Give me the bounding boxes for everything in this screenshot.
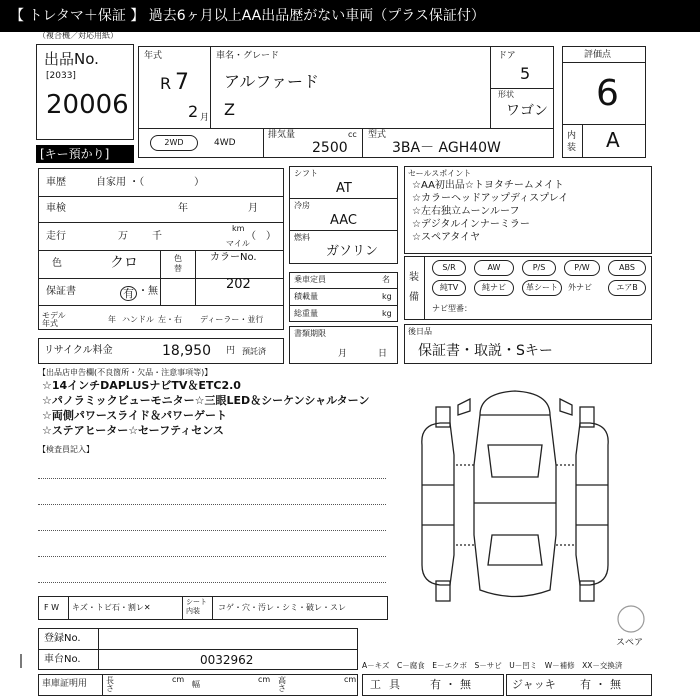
car-diagram xyxy=(410,385,620,610)
color-label: 色 xyxy=(52,258,62,269)
expiry-day: 日 xyxy=(378,349,388,359)
shift-label: シフト xyxy=(294,169,318,178)
doors-value: 5 xyxy=(520,64,531,83)
shop-note: ☆パノラミックビューモニター☆三眼LED＆シーケンシャルターン xyxy=(42,394,370,407)
interior-value: A xyxy=(606,128,620,152)
lot-number: 20006 xyxy=(46,90,129,120)
shop-note: ☆ステアヒーター☆セーフティセンス xyxy=(42,424,224,437)
shape-label: 形状 xyxy=(498,90,514,99)
color-code: 202 xyxy=(226,277,251,292)
car-mirrors xyxy=(458,399,572,415)
later-label: 後日品 xyxy=(408,327,432,336)
spare-tire-icon xyxy=(616,604,646,634)
chassis-label: 車台No. xyxy=(44,654,81,665)
weight-label: 総重量 xyxy=(294,309,318,318)
shape-value: ワゴン xyxy=(506,103,548,119)
model-label: 型式 xyxy=(368,130,387,140)
legend-text: A－キズ C－腐食 E－エクボ S－サビ U－凹ミ W－補修 XX－交換済 xyxy=(362,661,623,670)
key-label-box xyxy=(36,145,134,163)
equip-navi-label: 純ナビ xyxy=(482,283,506,292)
corner-mark-icon xyxy=(18,654,24,668)
sales-item: ☆カラーヘッドアップディスプレイ xyxy=(412,193,569,204)
equip-ps xyxy=(522,260,556,276)
spare-label: スペア xyxy=(616,638,644,648)
warranty-no: ・無 xyxy=(138,286,158,297)
size-length-unit: cm xyxy=(172,675,185,684)
equip-abs xyxy=(608,260,646,276)
mileage-paren: （ ） xyxy=(246,231,276,242)
sales-item: ☆左右独立ムーンルーフ xyxy=(412,206,520,217)
shift-value: AT xyxy=(336,181,352,196)
car-label: 車名・グレード xyxy=(216,51,280,61)
mileage-mile: マイル xyxy=(226,239,250,248)
equip-tv xyxy=(432,280,466,296)
handle-label: ハンドル xyxy=(122,315,154,324)
equip-pw-label: P/W xyxy=(574,263,590,272)
shop-note: ☆14インチDAPLUSナビTV＆ETC2.0 xyxy=(42,379,241,392)
inspector-label: 【検査員記入】 xyxy=(38,445,94,454)
size-height: 高さ xyxy=(278,676,286,693)
displacement-unit: cc xyxy=(348,130,357,139)
year-month-unit: 月 xyxy=(200,113,210,123)
model-year-label: モデル年式 xyxy=(42,311,66,328)
capacity-label: 乗車定員 xyxy=(294,275,326,284)
warranty-yes: 有 xyxy=(120,286,137,301)
fw-label: F W xyxy=(44,603,60,612)
jack-label: ジャッキ xyxy=(512,678,556,691)
history-value: 自家用 ・（ ） xyxy=(96,177,205,188)
shop-note: ☆両側パワースライド＆パワーゲート xyxy=(42,409,227,422)
registration-label: 登録No. xyxy=(44,633,81,644)
warranty-label: 保証書 xyxy=(46,286,76,297)
equip-sr-label: S/R xyxy=(442,263,456,272)
ac-value: AAC xyxy=(330,213,357,228)
drive-2wd-label: 2WD xyxy=(164,138,184,147)
capacity-unit: 名 xyxy=(382,275,390,284)
mileage-sen: 千 xyxy=(152,231,162,242)
equip-leather-label: 革シート xyxy=(526,283,558,292)
expiry-month: 月 xyxy=(338,349,348,359)
equip-aw xyxy=(474,260,514,276)
year-month: 2 xyxy=(188,102,199,121)
load-unit: kg xyxy=(382,292,392,301)
interior-label: 内装 xyxy=(567,131,577,153)
car-grade: Z xyxy=(224,100,235,119)
ac-label: 冷房 xyxy=(294,201,310,210)
model-year-unit: 年 xyxy=(108,315,116,324)
year-value: 7 xyxy=(175,70,189,95)
doors-label: ドア xyxy=(498,51,516,61)
load-label: 積載量 xyxy=(294,292,318,301)
equip-abs-label: ABS xyxy=(619,263,635,272)
tools-label: 工具 xyxy=(370,678,408,691)
color-code-label: カラーNo. xyxy=(210,252,257,263)
banner-text: 【 トレタマ＋保証 】 過去6ヶ月以上AA出品歴がない車両（プラス保証付） xyxy=(10,8,485,24)
equipment-label: 装備 xyxy=(409,272,419,303)
inspection-label: 車検 xyxy=(46,203,66,214)
score-label: 評価点 xyxy=(584,50,612,60)
equip-ps-label: P/S xyxy=(532,263,546,272)
model-value: 3BA－ AGH40W xyxy=(392,140,501,156)
chassis-value: 0032962 xyxy=(200,653,254,667)
shop-notes-label: 【出品店申告欄(不良箇所・欠品・注意事項等)】 xyxy=(38,368,213,377)
drive-4wd: 4WD xyxy=(214,138,236,148)
mileage-label: 走行 xyxy=(46,231,66,242)
fuel-label: 燃料 xyxy=(294,233,310,242)
equip-navi xyxy=(474,280,514,296)
weight-unit: kg xyxy=(382,309,392,318)
car-name: アルファード xyxy=(224,72,320,91)
score-value: 6 xyxy=(596,73,619,114)
equip-pw xyxy=(564,260,600,276)
recycle-note: 預託済 xyxy=(242,347,266,356)
drive-2wd xyxy=(150,135,198,151)
size-width-unit: cm xyxy=(258,675,271,684)
year-era: R xyxy=(160,74,172,93)
size-height-unit: cm xyxy=(344,675,357,684)
size-length: 長さ xyxy=(106,676,114,693)
recycle-value: 18,950 xyxy=(162,343,211,359)
jack-value: 有・無 xyxy=(580,678,625,691)
fw-text: キズ・トビ石・割レ✕ xyxy=(72,603,151,612)
handle-value: 左・右 xyxy=(158,315,182,324)
equip-airbag-label: エアB xyxy=(616,283,638,292)
sales-label: セールスポイント xyxy=(408,169,472,178)
car-body-top xyxy=(474,391,556,597)
seat-text: コゲ・穴・汚レ・シミ・破レ・スレ xyxy=(218,603,346,612)
color-change: 色替 xyxy=(174,254,182,273)
equip-tv-label: 純TV xyxy=(439,283,459,292)
recycle-unit: 円 xyxy=(226,346,236,356)
expiry-label: 書類期限 xyxy=(294,329,326,338)
inspection-year: 年 xyxy=(178,203,188,214)
displacement-value: 2500 xyxy=(312,140,348,156)
equip-aw-label: AW xyxy=(487,263,501,272)
navi-model-label: ナビ型番： xyxy=(432,304,472,313)
seat-label: シート内装 xyxy=(186,598,207,615)
car-body-right-side xyxy=(576,407,608,601)
dealer-value: ディーラー・並行 xyxy=(200,315,264,324)
fuel-value: ガソリン xyxy=(326,244,379,259)
lot-code: [2033] xyxy=(46,71,76,81)
year-label: 年式 xyxy=(144,51,163,61)
recycle-label: リサイクル料金 xyxy=(44,345,113,356)
history-label: 車歴 xyxy=(46,177,66,188)
tools-value: 有・無 xyxy=(430,678,475,691)
equip-airbag xyxy=(608,280,646,296)
equip-sr xyxy=(432,260,466,276)
mileage-man: 万 xyxy=(118,231,128,242)
key-label: [キー預かり] xyxy=(40,147,110,161)
top-banner xyxy=(0,0,700,32)
size-label: 車庫証明用 xyxy=(42,679,88,689)
car-body-left-side xyxy=(422,407,454,601)
subheader: （複合機／対応用紙） xyxy=(38,31,118,40)
later-value: 保証書・取説・Sキー xyxy=(418,343,553,359)
mileage-km: km xyxy=(232,224,245,233)
inspection-month: 月 xyxy=(248,203,258,214)
equip-leather xyxy=(522,280,562,296)
displacement-label: 排気量 xyxy=(268,130,296,140)
sales-item: ☆スペアタイヤ xyxy=(412,232,481,243)
equip-ext-navi: 外ナビ xyxy=(568,283,592,292)
sales-item: ☆デジタルインナーミラー xyxy=(412,219,530,230)
size-width: 幅 xyxy=(192,680,200,689)
lot-label: 出品No. xyxy=(44,50,99,68)
sales-item: ☆AA初出品☆トヨタチームメイト xyxy=(412,180,564,191)
color-value: クロ xyxy=(110,255,138,271)
